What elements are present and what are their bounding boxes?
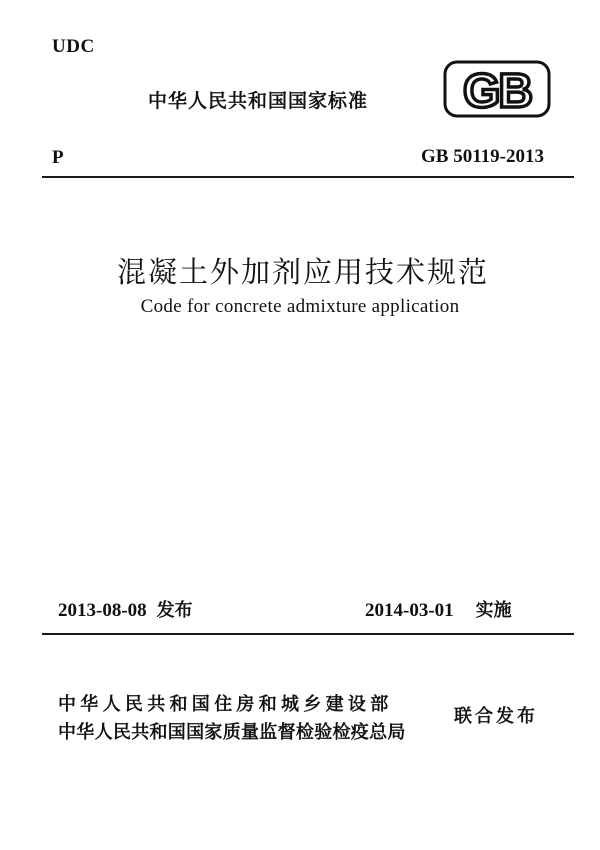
category-code: P: [52, 147, 64, 168]
implement-label: 实施: [475, 600, 512, 621]
standard-type: 中华人民共和国国家标准: [148, 90, 369, 112]
issuer-aqsiq: 中华人民共和国国家质量监督检验检疫总局: [58, 722, 406, 743]
udc-label: UDC: [52, 36, 95, 57]
standard-number: GB 50119-2013: [421, 146, 544, 167]
issue-label: 发布: [156, 600, 193, 621]
top-divider: [42, 176, 574, 178]
bottom-divider: [42, 633, 574, 635]
joint-release-label: 联合发布: [454, 706, 538, 727]
gb-logo: [443, 60, 551, 118]
implement-date-line: [365, 596, 512, 622]
issue-date: 2013-08-08: [58, 600, 147, 621]
gb-logo-icon: [443, 60, 551, 118]
gb-logo-text: GB: [463, 65, 531, 118]
implement-date: 2014-03-01: [365, 600, 454, 621]
issue-date-line: [58, 596, 193, 622]
title-chinese: 混凝土外加剂应用技术规范: [116, 255, 489, 289]
title-english: Code for concrete admixture application: [140, 296, 460, 317]
issuer-ministry-housing: 中华人民共和国住房和城乡建设部: [58, 694, 393, 715]
